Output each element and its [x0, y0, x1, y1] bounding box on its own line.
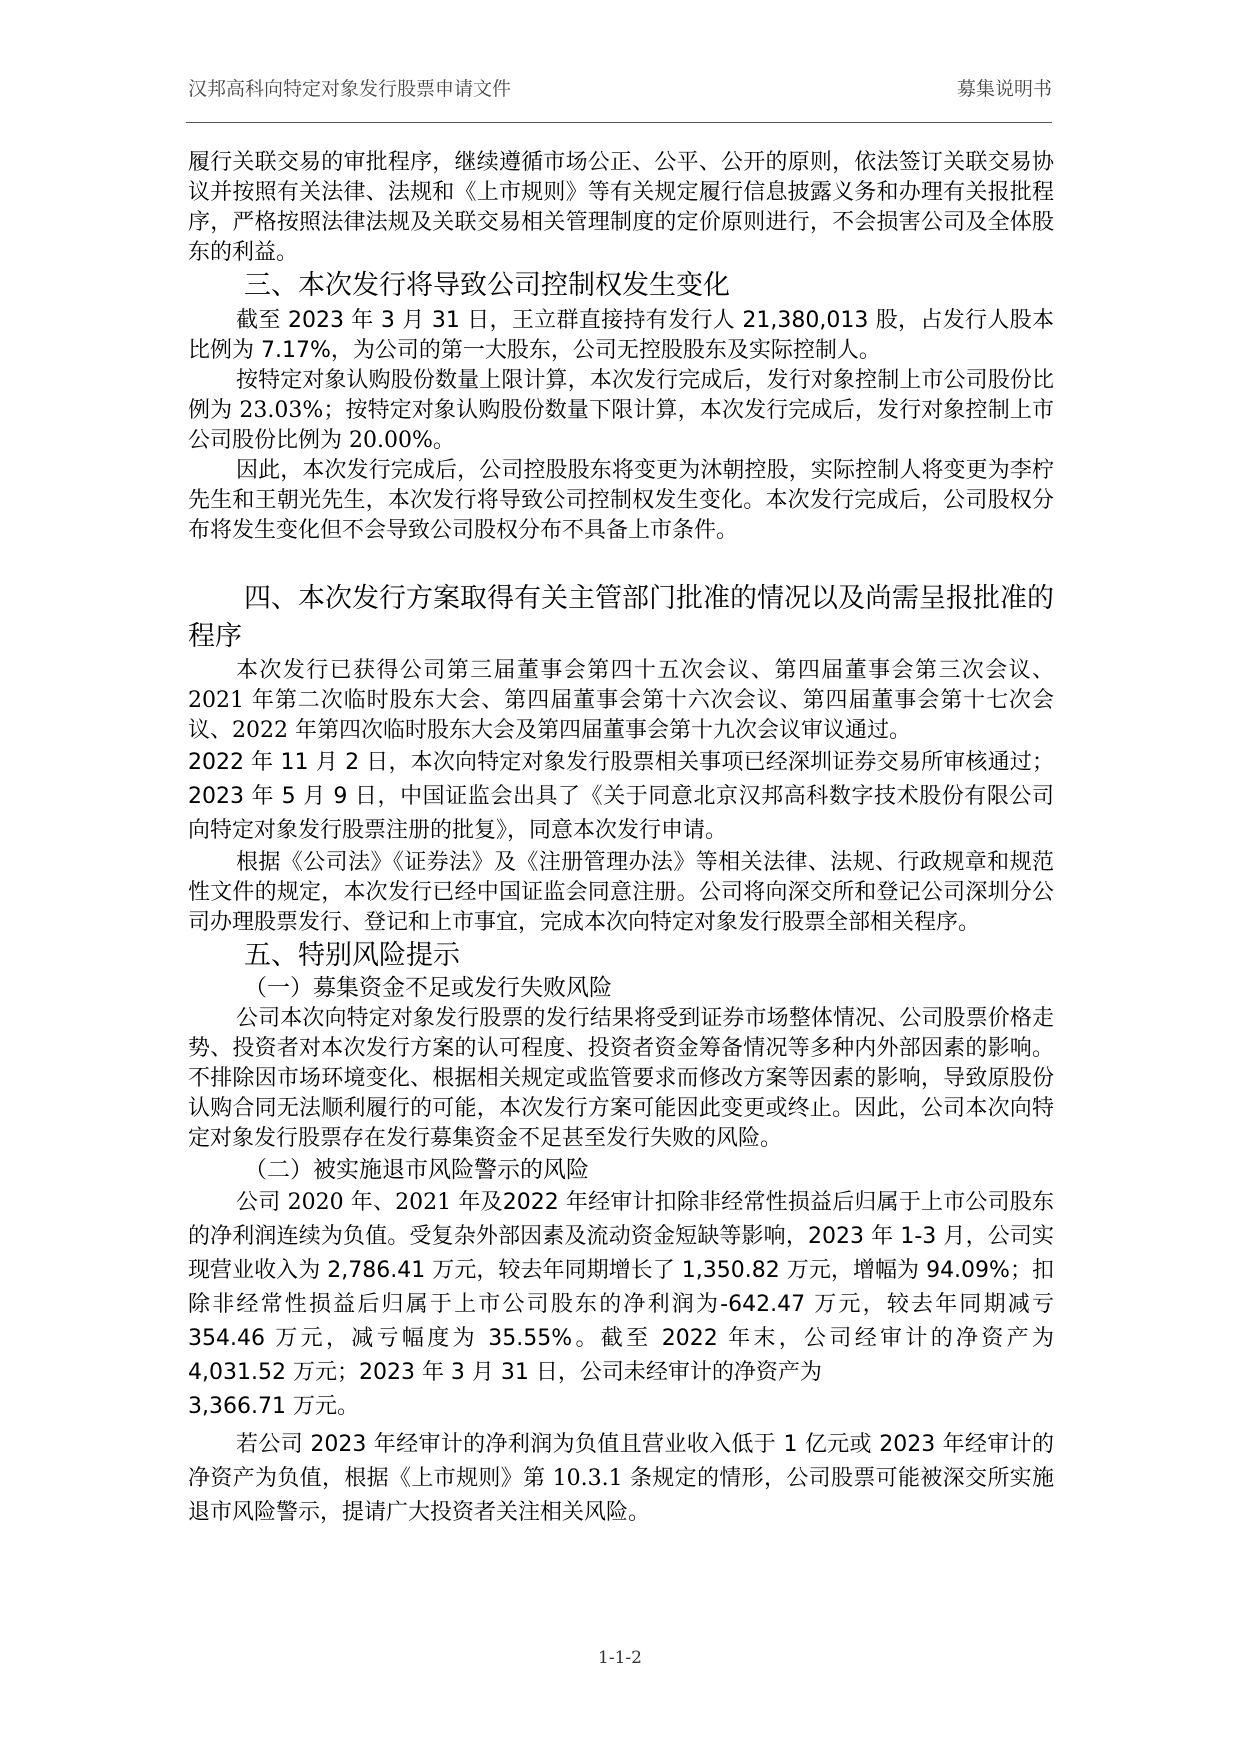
paragraph-funding-risk: 公司本次向特定对象发行股票的发行结果将受到证券市场整体情况、公司股票价格走势、投资者对本次发行方案的认可程度、投资者资金筹备情况等多种内外部因素的影响。不排除因市场环境变化、根据相关规定或监管要求而修改方案等因素的影响，导致原股份认购合同无法顺利履行的可能，本次发行方案可能因此变更或终止。因此，公司本次向特定对象发行股票存在发行募集资金不足甚至发行失败的风险。 — [188, 1006, 1054, 1151]
subsection-heading-1: （一）募集资金不足或发行失败风险 — [244, 975, 612, 1001]
page-body — [188, 148, 1054, 1530]
page-number: 1-1-2 — [598, 1648, 642, 1668]
paragraph-delisting-lead: 公司 2020 年、2021 年及 — [236, 1190, 503, 1215]
paragraph-delisting-financials — [188, 1186, 1054, 1390]
paragraph-control-ratio: 按特定对象认购股份数量上限计算，本次发行完成后，发行对象控制上市公司股份比例为 23.03%；按特定对象认购股份数量下限计算，本次发行完成后，发行对象控制上市公司股份比例为 20.00%。 — [188, 368, 1054, 453]
section-heading-3: 三、本次发行将导致公司控制权发生变化 — [244, 270, 730, 301]
warning-condition: 2023 年经审计的净利润为负值且营业收入低于 1 亿元或 2023 年经审计的净资产为负值， — [188, 1432, 1054, 1491]
header-document-title: 汉邦高科向特定对象发行股票申请文件 — [188, 78, 512, 100]
paragraph-related-transactions: 履行关联交易的审批程序，继续遵循市场公正、公平、公开的原则，依法签订关联交易协议并按照有关法律、法规和《上市规则》等有关规定履行信息披露义务和办理有关报批程序，严格按照法律法规及关联交易相关管理制度的定价原则进行，不会损害公司及全体股东的利益。 — [188, 150, 1054, 265]
subsection-heading-2: （二）被实施退市风险警示的风险 — [244, 1157, 589, 1183]
paragraph-delisting-figures: 2022 年经审计扣除非经常性损益后归属于上市公司股东的净利润连续为负值。受复杂外部因素及流动资金短缺等影响，2023 年 1-3 月，公司实现营业收入为 2,786.41 万元，较去年同期增长了 1,350.82 万元，增幅为 94.09%；扣除非经常性损益后归属于上市公司股东的净利润为-642.47 万元，较去年同期减亏 354.46 万元，减亏幅度为 35.55%。截至 2022 年末，公司经审计的净资产为 4,031.52 万元；2023 年 3 月 31 日，公司未经审计的净资产为 — [188, 1190, 1054, 1385]
header-divider — [186, 122, 1052, 123]
warning-consequence: 根据《上市规则》第 10.3.1 条规定的情形，公司股票可能被深交所实施退市风险警示，提请广大投资者关注相关风险。 — [188, 1466, 1054, 1525]
paragraph-delisting-warning — [188, 1428, 1054, 1530]
paragraph-control-change: 因此，本次发行完成后，公司控股股东将变更为沐朝控股，实际控制人将变更为李柠先生和王朝光先生，本次发行将导致公司控制权发生变化。本次发行完成后，公司股权分布将发生变化但不会导致公司股权分布不具备上市条件。 — [188, 458, 1054, 543]
paragraph-approvals: 本次发行已获得公司第三届董事会第四十五次会议、第四届董事会第三次会议、2021 年第二次临时股东大会、第四届董事会第十六次会议、第四届董事会第十七次会议、2022 年第四次临时股东大会及第四届董事会第十九次会议审议通过。 — [188, 658, 1054, 743]
paragraph-review-approval: 2022 年 11 月 2 日，本次向特定对象发行股票相关事项已经深圳证券交易所审核通过；2023 年 5 月 9 日，中国证监会出具了《关于同意北京汉邦高科数字技术股份有限公司向特定对象发行股票注册的批复》，同意本次发行申请。 — [188, 750, 1054, 843]
paragraph-net-assets: 3,366.71 万元。 — [188, 1394, 359, 1419]
warning-lead: 若公司 — [236, 1432, 304, 1457]
paragraph-registration: 根据《公司法》《证券法》及《注册管理办法》等相关法律、法规、行政规章和规范性文件的规定，本次发行已经中国证监会同意注册。公司将向深交所和登记公司深圳分公司办理股票发行、登记和上市事宜，完成本次向特定对象发行股票全部相关程序。 — [188, 850, 1054, 935]
paragraph-shareholding: 截至 2023 年 3 月 31 日，王立群直接持有发行人 21,380,013 股，占发行人股本比例为 7.17%，为公司的第一大股东，公司无控股股东及实际控制人。 — [188, 308, 1054, 363]
section-heading-5: 五、特别风险提示 — [244, 940, 460, 971]
section-heading-4: 四、本次发行方案取得有关主管部门批准的情况以及尚需呈报批准的程序 — [188, 583, 1054, 652]
header-document-type: 募集说明书 — [956, 78, 1052, 100]
